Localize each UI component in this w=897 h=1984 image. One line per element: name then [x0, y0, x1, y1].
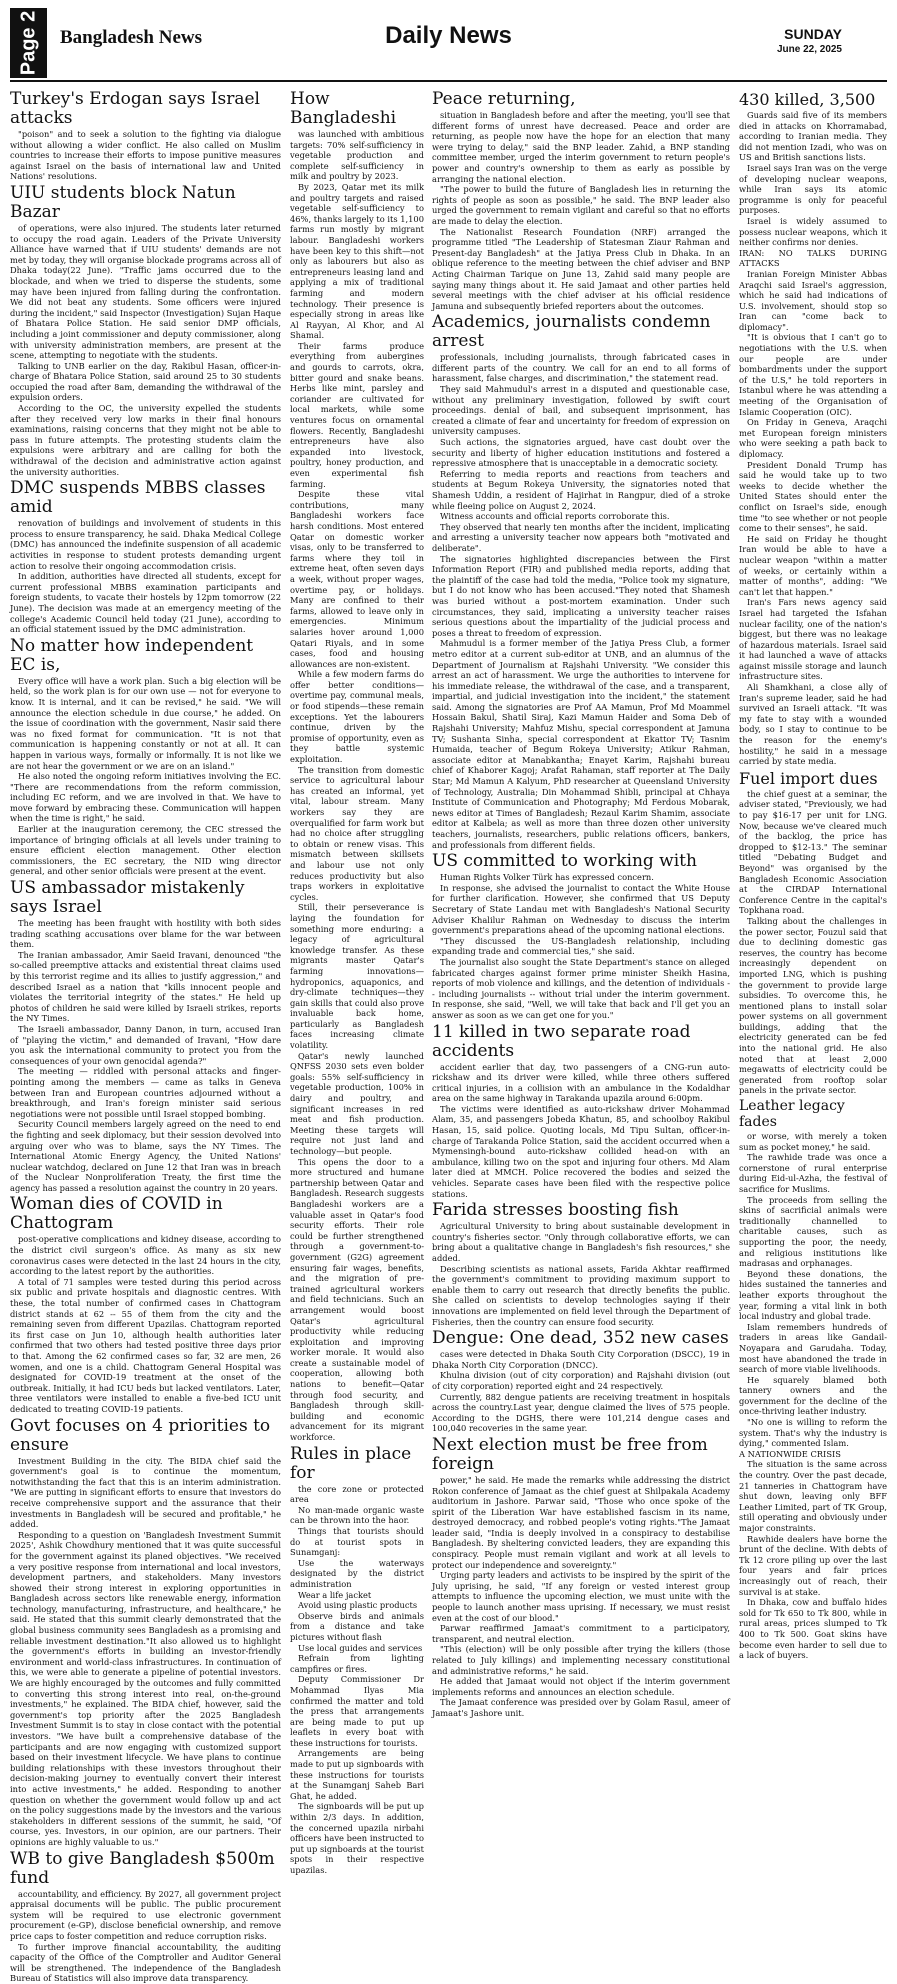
paragraph: Currently, 882 dengue patients are receiving treatment in hospitals across the country.Last year, dengue claimed the lives of 575 people. According to the DGHS, there were 101,214 dengue cases and 100,040 recoveries in the same year.: [432, 1391, 730, 1434]
paragraph: Wear a life jacket: [298, 1589, 372, 1600]
paragraph: situation in Bangladesh before and after the meeting, you'll see that different forms of unrest have decreased. Peace and order are returning, as people now have the hope for an election that many were trying to delay," said the BNP leader. Zahid, a BNP standing committee member, urged the interim government to return people's power and country's ownership to them as early as possible by arranging the national election.: [432, 110, 730, 184]
paragraph: He said on Friday he thought Iran would be able to have a nuclear weapon "within a matter of weeks, or certainly within a matter of months", adding: "We can't let that happen.": [739, 533, 887, 597]
paragraph: Referring to media reports and reactions from teachers and students at Begum Rokeya University, the signatories noted that Shamesh Uddin, a resident of Hajirhat in Rangpur, died of a stroke while fleeing police on August 2, 2024.: [432, 468, 730, 511]
paragraph: Such actions, the signatories argued, have cast doubt over the security and liberty of higher education institutions and fostered a repressive atmosphere that is unacceptable in a democratic society.: [432, 437, 730, 469]
paragraph: accident earlier that day, two passengers of a CNG-run auto-rickshaw and its driver were killed, while three others suffered critical injuries, in a collision with an ambulance in the Kodaldhar area on the same highway in Tarakanda upazila around 6:00pm.: [432, 1061, 730, 1104]
paragraph: He squarely blamed both tannery owners and the government for the decline of the once-thriving leather industry.: [739, 1374, 887, 1417]
subheading: IRAN: NO TALKS DURING ATTACKS: [739, 247, 887, 269]
paragraph: They observed that nearly ten months after the incident, implicating and arresting a university teacher now appears both "motivated and deliberate".: [432, 521, 730, 553]
paragraph: The Israeli ambassador, Danny Danon, in turn, accused Iran of "playing the victim," and demanded of Iravani, "How dare you ask the international community to protect you from the consequences of your own genocidal agenda?": [10, 1023, 281, 1066]
paragraph: "This (election) will be only possible after trying the killers (those related to July killings) and implementing necessary constitutional and administrative reforms," he said.: [432, 1644, 730, 1676]
headline: Govt focuses on 4 priorities to ensure: [10, 1415, 271, 1455]
issue-day: SUNDAY: [784, 26, 842, 42]
paragraph: The victims were identified as auto-rickshaw driver Mohammad Alam, 35, and passengers Jobeda Khatun, 85, and schoolboy Rakibul Hasan, 15, said police. Quoting locals, Md Tipu Sultan, officer-in-charge of Tarakanda Police Station, said the accident occurred when a Mymensingh-bound auto-rickshaw collided head-on with an ambulance, killing two on the spot and injuring four others. Md Alam later died at MMCH. Police recovered the bodies and seized the vehicles. Separate cases have been filed with the respective police stations.: [432, 1103, 730, 1199]
article-govt-priorities: [10, 1417, 281, 1848]
paragraph: President Donald Trump has said he would take up to two weeks to decide whether the United States should enter the conflict on Israel's side, enough time "to see whether or not people come to their senses", he said.: [739, 459, 887, 534]
article-fuel-import: [739, 769, 887, 1096]
paragraph: Guards said five of its members died in attacks on Khorramabad, according to Iranian media. They did not mention Izadi, who was on US and British sanctions lists.: [739, 110, 887, 163]
paragraph: Mahmudul is a former member of the Jatiya Press Club, a former metro editor at a current sub-editor at UNB, and an alumnus of the Department of Journalism at Rajshahi University. "We consider this arrest an act of harassment. We urge the authorities to intervene for his immediate release, the withdrawal of the case, and a transparent, impartial, and judicial investigation into the incident," the statement said. Among the signatories are Prof AA Mamun, Prof Md Moammel Hossain Bakul, Shatil Siraj, Kazi Mamun Haider and Soma Deb of Rajshahi University; Mahfuz Mishu, special correspondent at Jamuna TV; Sushanta Sinha, special correspondent at Ekattor TV; Tasnim Humaida, teacher of Begum Rokeya University; Atikur Rahman, associate editor at Manabkantha; Enayet Karim, Rajshahi bureau chief of Khaborer Kagoj; Arafat Rahaman, staff reporter at The Daily Star; Md Mamun A Kalyum, PhD researcher at Queensland University of Technology, Australia; Din Mohammad Shibli, principal at Chhaya Institute of Communication and Photography; Md Ferdous Mobarak, news editor at Times of Bangladesh; Rezaul Karim Shamim, associate editor at Kalbela; as well as more than three dozen other university teachers, journalists, researchers, public relations officers, bankers, and professionals from different fields.: [432, 638, 730, 850]
paragraph: professionals, including journalists, through fabricated cases in different parts of the country. We call for an end to all forms of harassment, false charges, and discrimination," the statement read.: [432, 352, 730, 384]
column-2: [290, 88, 424, 1875]
section-title: Daily News: [385, 22, 512, 49]
paragraph: "No one is willing to reform the system. That's why the industry is dying," commented Islam.: [739, 1417, 887, 1449]
paragraph: By 2023, Qatar met its milk and poultry targets and raised vegetable self-sufficiency to 46%, thanks largely to its 1,100 farms run mostly by migrant labour. Bangladeshi workers have been key to this shift—not only as labourers but also as entrepreneurs leasing land and applying a mix of traditional farming and modern technology. Their presence is especially strong in areas like Al Rayyan, Al Khor, and Al Shamal.: [290, 181, 424, 341]
paragraph: He added that Jamaat would not object if the interim government implements reforms and announces an election schedule.: [432, 1676, 730, 1697]
headline: 430 killed, 3,500: [739, 90, 876, 109]
paragraph: Ali Shamkhani, a close ally of Iran's supreme leader, said he had survived an Israeli attack. "It was my fate to stay with a wounded body, so I stay to continue to be the reason for the enemy's hostility," he said in a message carried by state media.: [739, 682, 887, 767]
paragraph: According to the OC, the university expelled the students after they received very low marks in their final honours examinations, raising concerns that they might not be able to pass in future attempts. The protesting students claim the expulsions were arbitrary and are calling for both the withdrawal of the decision and administrative action against the university authorities.: [10, 403, 281, 477]
paragraph: While a few modern farms do offer better conditions—overtime pay, communal meals, or food stipends—these remain exceptions. Yet the labourers continue, driven by the promise of opportunity, even as they battle systemic exploitation.: [290, 669, 424, 765]
page-label: Page 2: [17, 10, 39, 76]
article-dengue: [432, 1329, 730, 1434]
article-road-accidents: [432, 1023, 730, 1200]
article-erdogan: [10, 90, 281, 182]
headline: Woman dies of COVID in Chattogram: [10, 1194, 223, 1234]
article-covid: [10, 1195, 281, 1414]
headline: DMC suspends MBBS classes amid: [10, 478, 266, 518]
headline: Peace returning,: [432, 89, 576, 109]
paragraph: They said Mahmudul's arrest in a disputed and questionable case, without any preliminary investigation, followed by swift court proceedings. denial of bail, and subsequent imprisonment, has created a climate of fear and uncertainty for freedom of expression on university campuses.: [432, 384, 730, 437]
paragraph: The journalist also sought the State Department's stance on alleged fabricated charges against former prime minister Sheikh Hasina, reports of mob violence and killings, and the detention of individuals -- including journalists -- without trial under the interim government. In response, she said, "Well, we will take that back and I'll get you an answer as soon as we can get one for you.": [432, 956, 730, 1020]
paragraph: The situation is the same across the country. Over the past decade, 21 tanneries in Chattogram have shut down, leaving only BFF Leather Limited, part of TK Group, still operating and obviously under major constraints.: [739, 1459, 887, 1533]
paragraph: The meeting — riddled with personal attacks and finger-pointing among the members — came as talks in Geneva between Iran and European countries adjourned without a breakthrough, and Iran's foreign minister said serious negotiations were not possible until Israel stopped bombing.: [10, 1066, 281, 1119]
paragraph: was launched with ambitious targets: 70% self-sufficiency in vegetable production and complete self-sufficiency in milk and poultry by 2023.: [290, 129, 424, 182]
paragraph: Urging party leaders and activists to be inspired by the spirit of the July uprising, he said, "If any foreign or vested interest group attempts to influence the upcoming election, we must unite with the people to launch another mass uprising. If necessary, we must resist even at the cost of our blood.": [432, 1570, 730, 1623]
paragraph: Parwar reaffirmed Jamaat's commitment to a participatory, transparent, and neutral election.: [432, 1623, 730, 1644]
paragraph: Investment Building in the city. The BIDA chief said the government's goal is to continue the momentum, notwithstanding the fact that this is an interim administration. "We are putting in significant efforts to ensure that investors do receive comprehensive support and the assurance that their investments in Bangladesh will be secured and profitable," he added.: [10, 1455, 281, 1530]
article-us-committed: [432, 852, 730, 1020]
paragraph: Refrain from lighting campfires or fires.: [290, 1653, 424, 1674]
paragraph: Avoid using plastic products: [298, 1600, 418, 1611]
headline: UIU students block Natun Bazar: [10, 182, 236, 222]
paragraph: Observe birds and animals from a distance and take pictures without flash: [290, 1610, 424, 1642]
paragraph: accountability, and efficiency. By 2027, all government project appraisal documents will be public. The public procurement system will be required to use electronic government procurement (e-GP), disclose beneficial ownership, and remove price caps to foster competition and reduce corruption risks.: [10, 1888, 281, 1941]
paragraph: Qatar's newly launched QNFSS 2030 sets even bolder goals: 55% self-sufficiency in vegetable production, 100% in dairy and poultry, and significant increases in red meat and fish production. Meeting these targets will require not just land and technology—but people.: [290, 1050, 424, 1156]
headline: US ambassador mistakenly says Israel: [10, 878, 245, 918]
paragraph: Security Council members largely agreed on the need to end the fighting and seek diplomacy, but their session devolved into arguing over who was to blame, says the NY Times. The International Atomic Energy Agency, the United Nations' nuclear watchdog, declared on June 12 that Iran was in breach of the Nuclear Nonproliferation Treaty, the first time the agency has passed a resolution against the country in 20 years.: [10, 1119, 281, 1193]
paragraph: cases were detected in Dhaka South City Corporation (DSCC), 19 in Dhaka North City Corporation (DNCC).: [432, 1349, 730, 1370]
paragraph: The Jamaat conference was presided over by Golam Rasul, ameer of Jamaat's Jashore unit.: [432, 1697, 730, 1718]
paragraph: In response, she advised the journalist to contact the White House for further clarification. However, she confirmed that US Deputy Secretary of State Landau met with Bangladesh's National Security Adviser Khalilur Rahman on Wednesday to discuss the interim government's preparations ahead of the upcoming national elections.: [432, 882, 730, 936]
paragraph: In Dhaka, cow and buffalo hides sold for Tk 650 to Tk 800, while in rural areas, prices slumped to Tk 400 to Tk 500. Goat skins have become even harder to sell due to a lack of buyers.: [739, 1597, 887, 1661]
headline: Rules in place for: [290, 1443, 412, 1483]
paragraph: Israel says Iran was on the verge of developing nuclear weapons, while Iran says its atomic programme is only for peaceful purposes.: [739, 162, 887, 216]
masthead: [0, 0, 897, 82]
headline: Turkey's Erdogan says Israel attacks: [10, 89, 260, 128]
paragraph: Beyond these donations, the hides sustained the tanneries and leather exports throughout the year, forming a vital link in both local industry and global trade.: [739, 1268, 887, 1322]
paragraph: The Nationalist Research Foundation (NRF) arranged the programme titled "The Leadership of Statesman Ziaur Rahman and Present-day Bangladesh" at the Jatiya Press Club in Dhaka. In an oblique reference to the meeting between the chief adviser and BNP Acting Chairman Tarique on June 13, Zahid said many people are saying many things about it. He said Jamaat and other parties held several meetings with the chief adviser at his official residence Jamuna and subsequently briefed reporters about the outcomes.: [432, 226, 730, 311]
paragraph: Talking to UNB earlier on the day, Rakibul Hasan, officer-in-charge of Bhatara Police Station, said around 25 to 30 students occupied the road after 8am, demanding the withdrawal of the expulsion orders.: [10, 360, 281, 403]
brand-name: Bangladesh News: [60, 27, 202, 48]
subheading: A NATIONWIDE CRISIS: [739, 1448, 841, 1459]
paragraph: post-operative complications and kidney disease, according to the district civil surgeon's office. As many as six new coronavirus cases were detected in the last 24 hours in the city, according to the latest report by the authorities.: [10, 1234, 281, 1277]
paragraph: The meeting has been fraught with hostility with both sides trading scathing accusations over blame for the war between them.: [10, 918, 281, 950]
headline: Farida stresses boosting fish: [432, 1200, 679, 1221]
article-ec: [10, 637, 281, 877]
paragraph: Iran's Fars news agency said Israel had targeted the Isfahan nuclear facility, one of the nation's biggest, but there was no leakage of hazardous materials. Israel said it had launched a wave of attacks against missile storage and launch infrastructure sites.: [739, 597, 887, 682]
paragraph: The signatories highlighted discrepancies between the First Information Report (FIR) and published media reports, adding that the plaintiff of the case had told the media, "Police took my signature, but I do not know who has been accused."They noted that Shamesh was buried without a post-mortem examination. Under such circumstances, they said, implicating a university teacher raises serious questions about the impartiality of the judicial process and poses a threat to freedom of expression.: [432, 553, 730, 638]
paragraph: the chief guest at a seminar, the adviser stated, "Previously, we had to pay $16-17 per unit for LNG. Now, because we've cleared much of the backlog, the price has dropped to $12-13." The seminar titled "Debating Budget and Beyond" was organised by the Bangladesh Economic Association at the CIRDAP International Conference Centre in the capital's Topkhana road.: [739, 788, 887, 916]
paragraph: In addition, authorities have directed all students, except for current professional MBBS examination participants and foreign students, to vacate their hostels by 12pm tomorrow (22 June). The decision was made at an emergency meeting of the college's Academic Council held today (21 June), according to an official statement issued by the DMC administration.: [10, 571, 281, 635]
article-rules: [290, 1445, 424, 1876]
article-how-bangladeshi: [290, 90, 424, 1443]
headline: Dengue: One dead, 352 new cases: [432, 1328, 729, 1349]
issue-date: June 22, 2025: [776, 44, 842, 55]
paragraph: The proceeds from selling the skins of sacrificial animals were traditionally channelled to charitable causes, such as supporting the poor, the needy, and religious institutions like madrasas and orphanages.: [739, 1194, 887, 1269]
paragraph: Use local guides and services: [298, 1642, 423, 1653]
paragraph: Still, their perseverance is laying the foundation for something more enduring: a legacy of agricultural knowledge transfer. As these migrants master Qatar's farming innovations—hydroponics, aquaponics, and dry-climate techniques—they gain skills that could also prove invaluable back home, particularly as Bangladesh faces increasing climate volatility.: [290, 902, 424, 1051]
paragraph: To further improve financial accountability, the auditing capacity of the Office of the Comptroller and Auditor General will be strengthened. The independence of the Bangladesh Bureau of Statistics will also improve data transparency.: [10, 1941, 281, 1984]
article-430-killed: [739, 90, 887, 767]
paragraph: Describing scientists as national assets, Farida Akhtar reaffirmed the government's commitment to providing maximum support to enable them to carry out research that directly benefits the public. She called on scientists to develop technologies saying if their innovations are implemented on field level through the Department of Fisheries, then the country can ensure food security.: [432, 1263, 730, 1327]
column-1: [10, 88, 281, 1984]
paragraph: Responding to a question on 'Bangladesh Investment Summit 2025', Ashik Chowdhury mentioned that it was quite successful for the government against its planed objectives. "We received a very positive response from international and local investors, development partners, and stakeholders. Many investors showed their strong interest in exploring opportunities in Bangladesh across sectors like renewable energy, information technology, manufacturing, infrastructure, and healthcare," he said. He stated that this summit clearly demonstrated that the global business community sees Bangladesh as a promising and reliable investment destination."It also allowed us to highlight the government's efforts in building an investor-friendly environment and world-class infrastructures. In continuation of this, we were able to generate a pipeline of potential investors. We are highly encouraged by the outcomes and fully committed to converting this strong interest into real, on-the-ground investments," he explained. The BIDA chief, however, said the government's top priority after the 2025 Bangladesh Investment Summit is to stay in close contact with the potential investors. "We have built a comprehensive database of the participants and are now engaging with customized support based on their investment lifecycle. We have plans to continue building relationships with these investors throughout their decision-making journey to eventually convert their interest into active investments," he added. Responding to another question on whether the government would follow up and act on the policy suggestions made by the investors and the various stakeholders in different sessions of the summit, he said, "Of course, yes. Investors, in our opinion, are our partners. Their opinions are highly valuable to us.": [10, 1529, 281, 1847]
paragraph: No man-made organic waste can be thrown into the haor.: [290, 1504, 424, 1526]
paragraph: the core zone or protected area: [290, 1483, 424, 1505]
headline: Fuel import dues: [739, 768, 878, 788]
paragraph: "They discussed the US-Bangladesh relationship, including expanding trade and commercial ties," she said.: [432, 935, 730, 957]
paragraph: Despite these vital contributions, many Bangladeshi workers face harsh conditions. Most entered Qatar on domestic worker visas, only to be transferred to farms where they toil in extreme heat, often seven days a week, without proper wages, overtime pay, or holidays. Many are confined to their farms, allowed to leave only in emergencies. Minimum salaries hover around 1,000 Qatari Riyals, and in some cases, food and housing allowances are non-existent.: [290, 489, 424, 669]
article-next-election: [432, 1436, 730, 1719]
paragraph: Deputy Commissioner Dr Mohammad Ilyas Mia confirmed the matter and told the press that arrangements are being made to put up leaflets in every boat with these instructions for tourists.: [290, 1674, 424, 1748]
paragraph: of operations, were also injured. The students later returned to occupy the road again. Leaders of the Private University Alliance have warned that if UIU students' demands are not met by today, they will organise blockade programs across all of Dhaka today(22 June). "Traffic jams occurred due to the blockade, and when we tried to disperse the students, some may have been injured from falling during the confrontation. We did not beat any students. Some officers were injured during the incident," said Inspector (Investigation) Sujan Haque of Bhatara Police Station. He said senior DMP officials, including a joint commissioner and deputy commissioner, along with university administration members, are present at the scene, attempting to negotiate with the students.: [10, 222, 281, 361]
headline: 11 killed in two separate road accidents: [432, 1021, 691, 1061]
headline: Leather legacy fades: [739, 1098, 845, 1131]
paragraph: The signboards will be put up within 2/3 days. In addition, the concerned upazila nirbahi officers have been instructed to put up signboards at the tourist spots in their respective upazilas.: [290, 1801, 424, 1875]
paragraph: This opens the door to a more structured and humane partnership between Qatar and Bangladesh. Research suggests Bangladeshi workers are a valuable asset in Qatar's food security efforts. Their role could be further strengthened through a government-to-government (G2G) agreement ensuring fair wages, benefits, and the migration of pre-trained agricultural workers and field technicians. Such an arrangement would boost Qatar's agricultural productivity while reducing exploitation and improving worker morale. It would also create a sustainable model of cooperation, allowing both nations to benefit—Qatar through food security, and Bangladesh through skill-building and economic advancement for its migrant workforce.: [290, 1156, 424, 1443]
paragraph: Use the waterways designated by the district administration: [290, 1557, 424, 1589]
article-academics: [432, 313, 730, 850]
headline: Next election must be free from foreign: [432, 1434, 708, 1474]
headline: No matter how independent EC is,: [10, 635, 254, 675]
paragraph: On Friday in Geneva, Araqchi met European foreign ministers who were seeking a path back to diplomacy.: [739, 417, 887, 459]
paragraph: The Iranian ambassador, Amir Saeid Iravani, denounced "the so-called preemptive attacks and existential threat claims used by this terrorist regime and its allies to justify aggression," and described Israel as a nation that "kills innocent people and violates the territorial integrity of the states." He held up photos of children he said were killed by Israeli strikes, reports the NY Times.: [10, 949, 281, 1024]
paragraph: Arrangements are being made to put up signboards with these instructions for tourists at the Sunamganj Saheb Bari Ghat, he added.: [290, 1748, 424, 1801]
paragraph: Iranian Foreign Minister Abbas Araqchi said Israel's aggression, which he said had indications of U.S. involvement, should stop so Iran can "come back to diplomacy".: [739, 268, 887, 332]
paragraph: Talking about the challenges in the power sector, Fouzul said that due to declining domestic gas reserves, the country has become increasingly dependent on imported LNG, which is pushing the government to provide large subsidies. To overcome this, he mentioned plans to install solar power systems on all government buildings, adding that the electricity generated can be fed into the national grid. He also noted that at least 2,000 megawatts of electricity could be generated from rooftop solar panels in the private sector.: [739, 915, 887, 1096]
article-uiu: [10, 184, 281, 477]
column-3: [432, 88, 730, 1718]
paragraph: The rawhide trade was once a cornerstone of rural enterprise during Eid-ul-Azha, the festival of sacrifice for Muslims.: [739, 1152, 887, 1194]
paragraph: Israel is widely assumed to possess nuclear weapons, which it neither confirms nor denies.: [739, 215, 887, 248]
paragraph: "It is obvious that I can't go to negotiations with the U.S. when our people are under bombardments under the support of the U.S," he told reporters in Istanbul where he was attending a meeting of the Organisation of Islamic Cooperation (OIC).: [739, 332, 887, 417]
paragraph: A total of 71 samples were tested during this period across six public and private hospitals and diagnostic centres. With these, the total number of confirmed cases in Chattogram district stands at 62 -- 55 of them from the city and the remaining seven from different Upazilas. Chattogram reported its first case on Jun 10, although health authorities later confirmed that two others had tested positive three days prior to that. Among the 62 confirmed cases so far, 32 are men, 26 women, and one is a child. Chattogram General Hospital was designated for COVID-19 treatment at the onset of the outbreak. Initially, it had ICU beds but lacked ventilators. Later, three ventilators were installed to enable a five-bed ICU unit dedicated to treating COVID-19 patients.: [10, 1276, 281, 1414]
article-leather: [739, 1098, 887, 1661]
article-dmc: [10, 479, 281, 635]
paragraph: Their farms produce everything from aubergines and gourds to carrots, okra, bitter gourd and snake beans. Herbs like mint, parsley and coriander are cultivated for local markets, while some ventures focus on ornamental flowers. Recently, Bangladeshi entrepreneurs have also expanded into livestock, poultry, honey production, and even experimental fish farming.: [290, 340, 424, 489]
paragraph: He also noted the ongoing reform initiatives involving the EC. "There are recommendations from the reform commission, including EC reform, and we are involved in that. We have to move forward by embracing these. Communication will happen when the time is right," he said.: [10, 771, 281, 824]
paragraph: or worse, with merely a token sum as pocket money," he said.: [739, 1131, 887, 1152]
paragraph: Khulna division (out of city corporation) and Rajshahi division (out of city corporation) reported eight and 24 respectively.: [432, 1370, 730, 1391]
headline: WB to give Bangladesh $500m fund: [10, 1848, 275, 1888]
headline: US committed to working with: [432, 851, 697, 872]
paragraph: Islam remembers hundreds of traders in areas like Gandail-Noyapara and Garudaha. Today, most have abandoned the trade in search of more viable livelihoods.: [739, 1321, 887, 1375]
column-4: [739, 88, 887, 1661]
paragraph: Earlier at the inauguration ceremony, the CEC stressed the importance of bringing officials at all levels under training to ensure efficient election management. Other election commissioners, the EC secretary, the NID wing director general, and other senior officials were present at the event.: [10, 824, 281, 877]
paragraph: Rawhide dealers have borne the brunt of the decline. With debts of Tk 12 crore piling up over the last four years and fair prices increasingly out of reach, their survival is at stake.: [739, 1533, 887, 1597]
article-peace: [432, 90, 730, 311]
headline: How Bangladeshi: [290, 89, 397, 128]
paragraph: Witness accounts and official reports corroborate this.: [440, 511, 670, 522]
article-wb-fund: [10, 1850, 281, 1984]
paragraph: "poison" and to seek a solution to the fighting via dialogue without allowing a wider conflict. He also called on Muslim countries to increase their efforts to impose punitive measures against Israel on the basis of international law and United Nations' resolutions.: [10, 129, 281, 182]
paragraph: power," he said. He made the remarks while addressing the district Rokon conference of Jamaat as the chief guest at Shilpakala Academy auditorium in Jashore. Parwar said, "Those who once spoke of the spirit of the Liberation War have established fascism in its name, destroyed democracy, and robbed people's voting rights."The Jamaat leader said, "India is deeply involved in a conspiracy to destabilise Bangladesh. By sheltering convicted leaders, they are expanding this conspiracy. People must remain vigilant and work at all levels to protect our independence and sovereignty.": [432, 1474, 730, 1570]
paragraph: Human Rights Volker Türk has expressed concern.: [440, 872, 654, 883]
masthead-rule: [10, 80, 887, 82]
paragraph: Every office will have a work plan. Such a big election will be held, so the work plan is for our own use — not for everyone to know. It is internal, and it can be revised," he said. "We will announce the election schedule in due course," he added. On the issue of coordination with the government, Nasir said there was no fixed format for communication. "It is not that communication is happening constantly or not at all. It can happen in various ways, formally or informally. It is not like we are not hear the government or we are on an island.": [10, 675, 281, 771]
paragraph: Agricultural University to bring about sustainable development in country's fisheries sector. "Only through collaborative efforts, we can bring about a qualitative change in Bangladesh's fish resources," she added.: [432, 1221, 730, 1263]
paragraph: renovation of buildings and involvement of students in this process to ensure transparency, he said. Dhaka Medical College (DMC) has announced the indefinite suspension of all academic activities in response to student protests demanding urgent action to resolve their ongoing accommodation crisis.: [10, 518, 281, 571]
headline: Academics, journalists condemn arrest: [432, 312, 711, 352]
article-us-ambassador: [10, 879, 281, 1193]
paragraph: The transition from domestic service to agricultural labour has created an informal, yet vital, labour stream. Many workers say they are overqualified for farm work but had no choice after struggling to obtain or renew visas. This mismatch between skillsets and labour use not only reduces productivity but also traps workers in exploitative cycles.: [290, 764, 424, 902]
paragraph: "The power to build the future of Bangladesh lies in returning the rights of people as soon as possible," he said. The BNP leader also urged the government to remain vigilant and careful so that no efforts are made to delay the election.: [432, 184, 730, 226]
article-farida: [432, 1201, 730, 1327]
paragraph: Things that tourists should do at tourist spots in Sunamganj:: [290, 1526, 424, 1558]
